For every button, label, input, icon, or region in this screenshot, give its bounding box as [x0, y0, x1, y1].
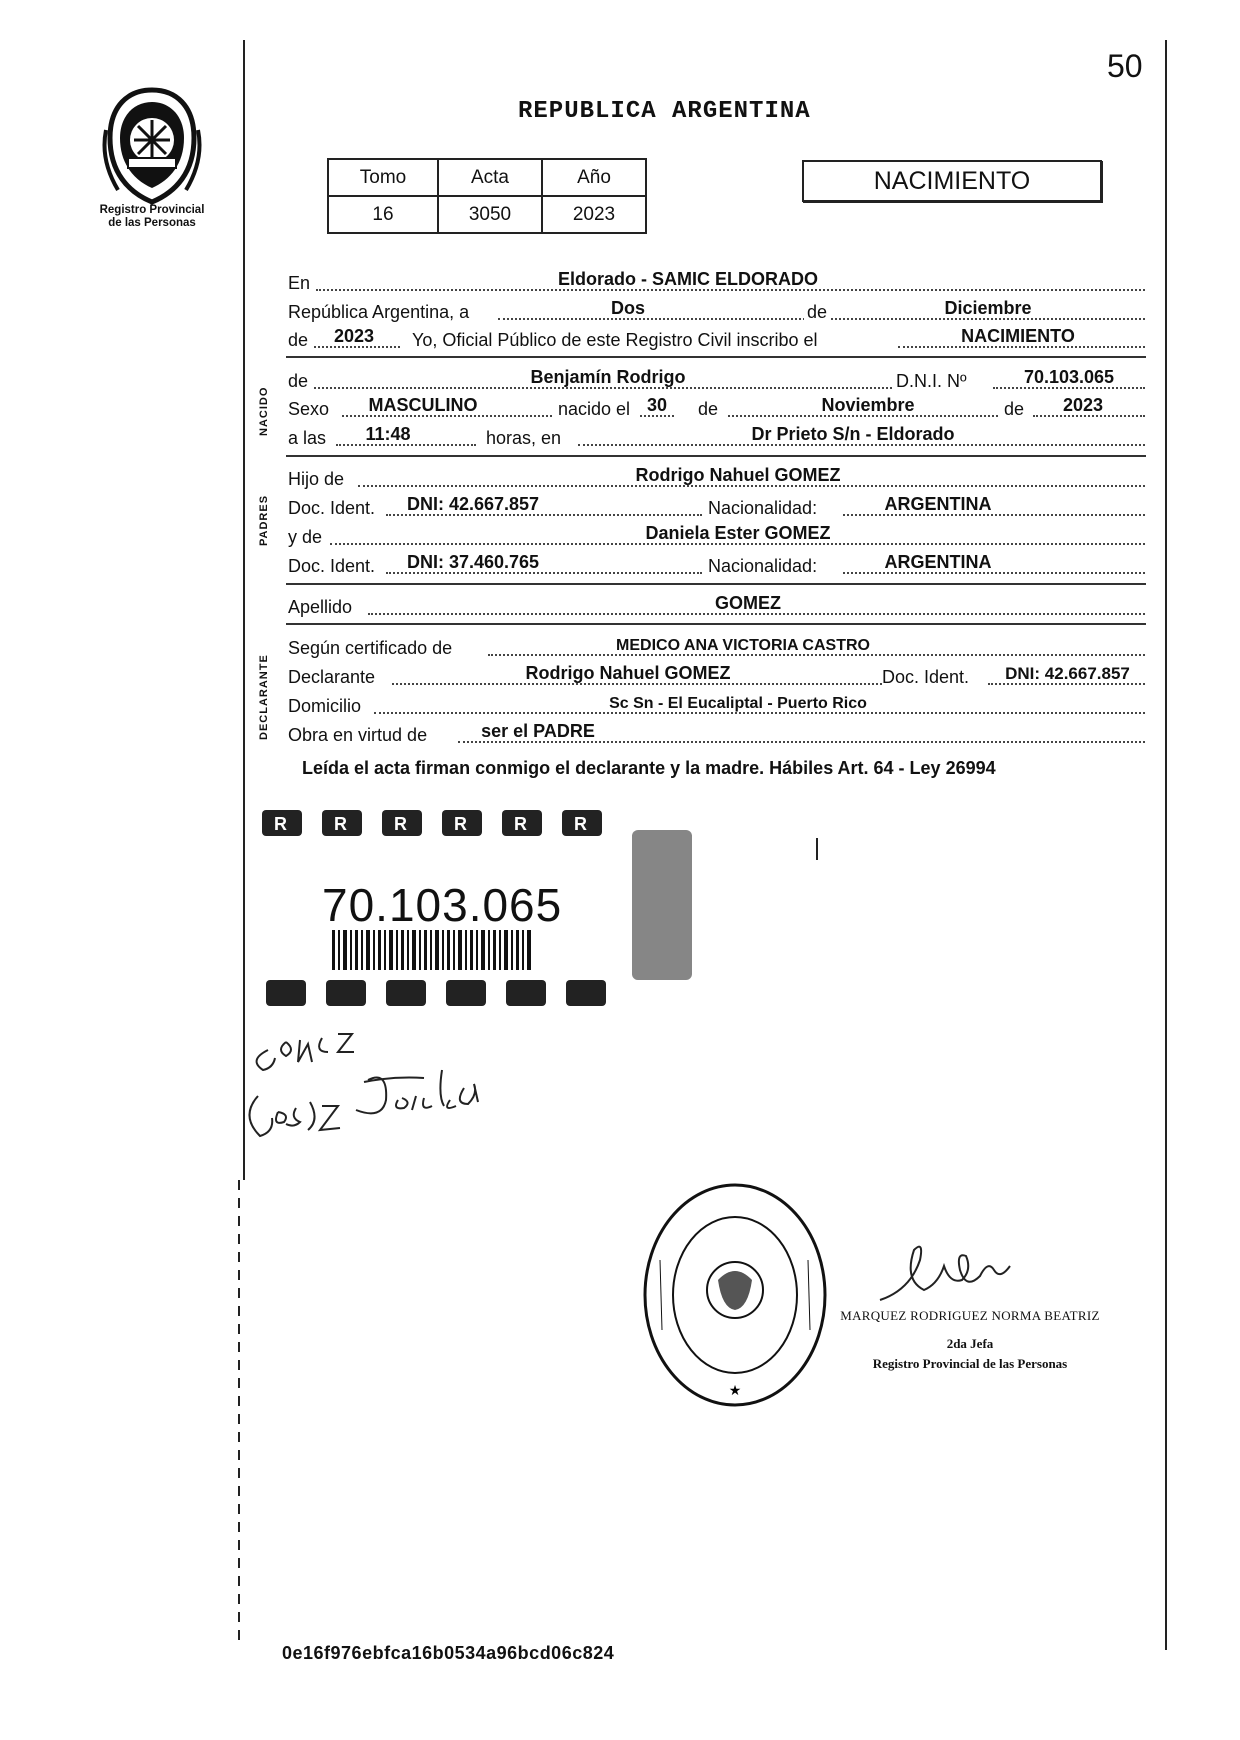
label-hora: a las — [288, 428, 327, 448]
section-divider — [286, 583, 1146, 585]
label-nacionalidad: Nacionalidad: — [708, 498, 818, 518]
row-en — [288, 268, 1145, 296]
page-title: REPUBLICA ARGENTINA — [518, 98, 811, 125]
signer-name: MARQUEZ RODRIGUEZ NORMA BEATRIZ — [840, 1308, 1100, 1323]
label-de2: de — [698, 399, 719, 419]
row-apellido — [288, 592, 1145, 620]
value-obra: ser el PADRE — [481, 721, 595, 741]
svg-text:R: R — [334, 814, 347, 834]
label-republica: República Argentina, a — [288, 302, 470, 322]
document-hash: 0e16f976ebfca16b0534a96bcd06c824 — [282, 1643, 615, 1663]
table-header-acta: Acta — [438, 159, 542, 196]
side-label-nacido: NACIDO — [258, 386, 270, 436]
value-madre-doc: DNI: 37.460.765 — [406, 552, 540, 572]
province-seal-icon — [98, 80, 206, 208]
label-de3: de — [1004, 399, 1025, 419]
label-declarante: Declarante — [288, 667, 376, 687]
table-value-tomo: 16 — [328, 196, 438, 233]
value-domicilio: Sc Sn - El Eucaliptal - Puerto Rico — [609, 695, 867, 712]
logo-caption-line1: Registro Provincial — [99, 204, 205, 216]
row-sexo — [288, 394, 1145, 422]
doc-type-box: NACIMIENTO — [802, 160, 1102, 202]
value-month: Diciembre — [944, 298, 1032, 318]
row-madre-doc — [288, 551, 1145, 579]
value-nac-day: 30 — [646, 395, 668, 415]
table-value-anio: 2023 — [542, 196, 646, 233]
handwritten-signature-icon — [238, 1020, 548, 1150]
value-dni: 70.103.065 — [1023, 367, 1115, 387]
label-inscribo: Yo, Oficial Público de este Registro Civil inscribo el — [412, 330, 818, 350]
registry-table-header-row — [328, 159, 646, 196]
value-nac-month: Noviembre — [821, 395, 915, 415]
label-doc: Doc. Ident. — [288, 498, 376, 518]
logo-caption — [72, 204, 232, 230]
row-padre-doc — [288, 493, 1145, 521]
tick-mark — [816, 838, 818, 860]
value-madre: Daniela Ester GOMEZ — [645, 523, 831, 543]
label-yde: y de — [288, 527, 323, 547]
side-label-declarante: DECLARANTE — [258, 654, 270, 740]
label-de: de — [288, 371, 309, 391]
svg-text:R: R — [514, 814, 527, 834]
handwritten-signature — [238, 1020, 548, 1150]
value-padre-nac: ARGENTINA — [884, 494, 992, 514]
svg-text:R: R — [394, 814, 407, 834]
barcode-number: 70.103.065 — [322, 879, 563, 931]
label-nacido: nacido el — [558, 399, 631, 419]
svg-text:R: R — [274, 814, 287, 834]
label-obra: Obra en virtud de — [288, 725, 428, 745]
value-apellido: GOMEZ — [715, 593, 781, 613]
label-hijo: Hijo de — [288, 469, 345, 489]
label-doc-decl: Doc. Ident. — [882, 667, 970, 687]
value-certificado: MEDICO ANA VICTORIA CASTRO — [616, 637, 870, 654]
province-logo — [98, 80, 206, 208]
registry-table-value-row — [328, 196, 646, 233]
row-padre — [288, 464, 1145, 492]
svg-text:★: ★ — [728, 1382, 742, 1398]
label-sexo: Sexo — [288, 399, 330, 419]
svg-text:R: R — [574, 814, 587, 834]
label-en: En — [288, 273, 311, 293]
row-nombre — [288, 366, 1145, 394]
official-signature-icon — [870, 1230, 1040, 1310]
value-en: Eldorado - SAMIC ELDORADO — [558, 269, 818, 289]
label-apellido: Apellido — [288, 597, 353, 617]
value-hora: 11:48 — [365, 424, 411, 444]
table-header-tomo: Tomo — [328, 159, 438, 196]
official-seal — [640, 1180, 830, 1410]
value-year: 2023 — [333, 326, 375, 346]
left-margin-line — [243, 40, 245, 1180]
label-domicilio: Domicilio — [288, 696, 362, 716]
signer-org: Registro Provincial de las Personas — [872, 1356, 1068, 1371]
page-number: 50 — [1107, 48, 1143, 84]
row-hora — [288, 423, 1145, 451]
value-declarante: Rodrigo Nahuel GOMEZ — [525, 663, 731, 683]
row-obra — [288, 720, 1145, 748]
label-de2: de — [288, 330, 309, 350]
section-divider — [286, 623, 1146, 625]
section-divider — [286, 455, 1146, 457]
logo-caption-line2: de las Personas — [108, 217, 196, 229]
legal-notice: Leída el acta firman conmigo el declarante y la madre. Hábiles Art. 64 - Ley 26994 — [302, 758, 996, 778]
left-margin-dashed-line — [238, 1180, 240, 1640]
section-divider — [286, 356, 1146, 358]
value-lugar: Dr Prieto S/n - Eldorado — [751, 424, 955, 444]
right-margin-line — [1165, 40, 1167, 1650]
value-doc-decl: DNI: 42.667.857 — [1005, 664, 1130, 683]
row-intro-year — [288, 325, 1145, 353]
table-header-anio: Año — [542, 159, 646, 196]
registry-table — [327, 158, 647, 234]
label-nacionalidad2: Nacionalidad: — [708, 556, 818, 576]
value-nac-year: 2023 — [1062, 395, 1104, 415]
value-day: Dos — [610, 298, 645, 318]
signer-block — [830, 1308, 1110, 1372]
row-republica — [288, 297, 1145, 325]
row-declarante — [288, 662, 1145, 690]
side-label-padres: PADRES — [258, 494, 270, 546]
row-certificado — [288, 633, 1145, 661]
label-de: de — [804, 302, 830, 323]
value-padre: Rodrigo Nahuel GOMEZ — [635, 465, 841, 485]
table-value-acta: 3050 — [438, 196, 542, 233]
label-dni: D.N.I. Nº — [896, 371, 967, 391]
official-seal-icon — [640, 1180, 830, 1410]
label-horas: horas, en — [486, 428, 562, 448]
value-madre-nac: ARGENTINA — [884, 552, 992, 572]
svg-text:R: R — [454, 814, 467, 834]
row-madre — [288, 522, 1145, 550]
official-signature — [870, 1230, 1040, 1310]
signer-role: 2da Jefa — [946, 1336, 994, 1351]
value-type: NACIMIENTO — [961, 326, 1075, 346]
value-padre-doc: DNI: 42.667.857 — [406, 494, 540, 514]
row-domicilio — [288, 691, 1145, 719]
value-nombre: Benjamín Rodrigo — [530, 367, 686, 387]
value-sexo: MASCULINO — [368, 395, 478, 415]
label-certificado: Según certificado de — [288, 638, 453, 658]
label-doc2: Doc. Ident. — [288, 556, 376, 576]
